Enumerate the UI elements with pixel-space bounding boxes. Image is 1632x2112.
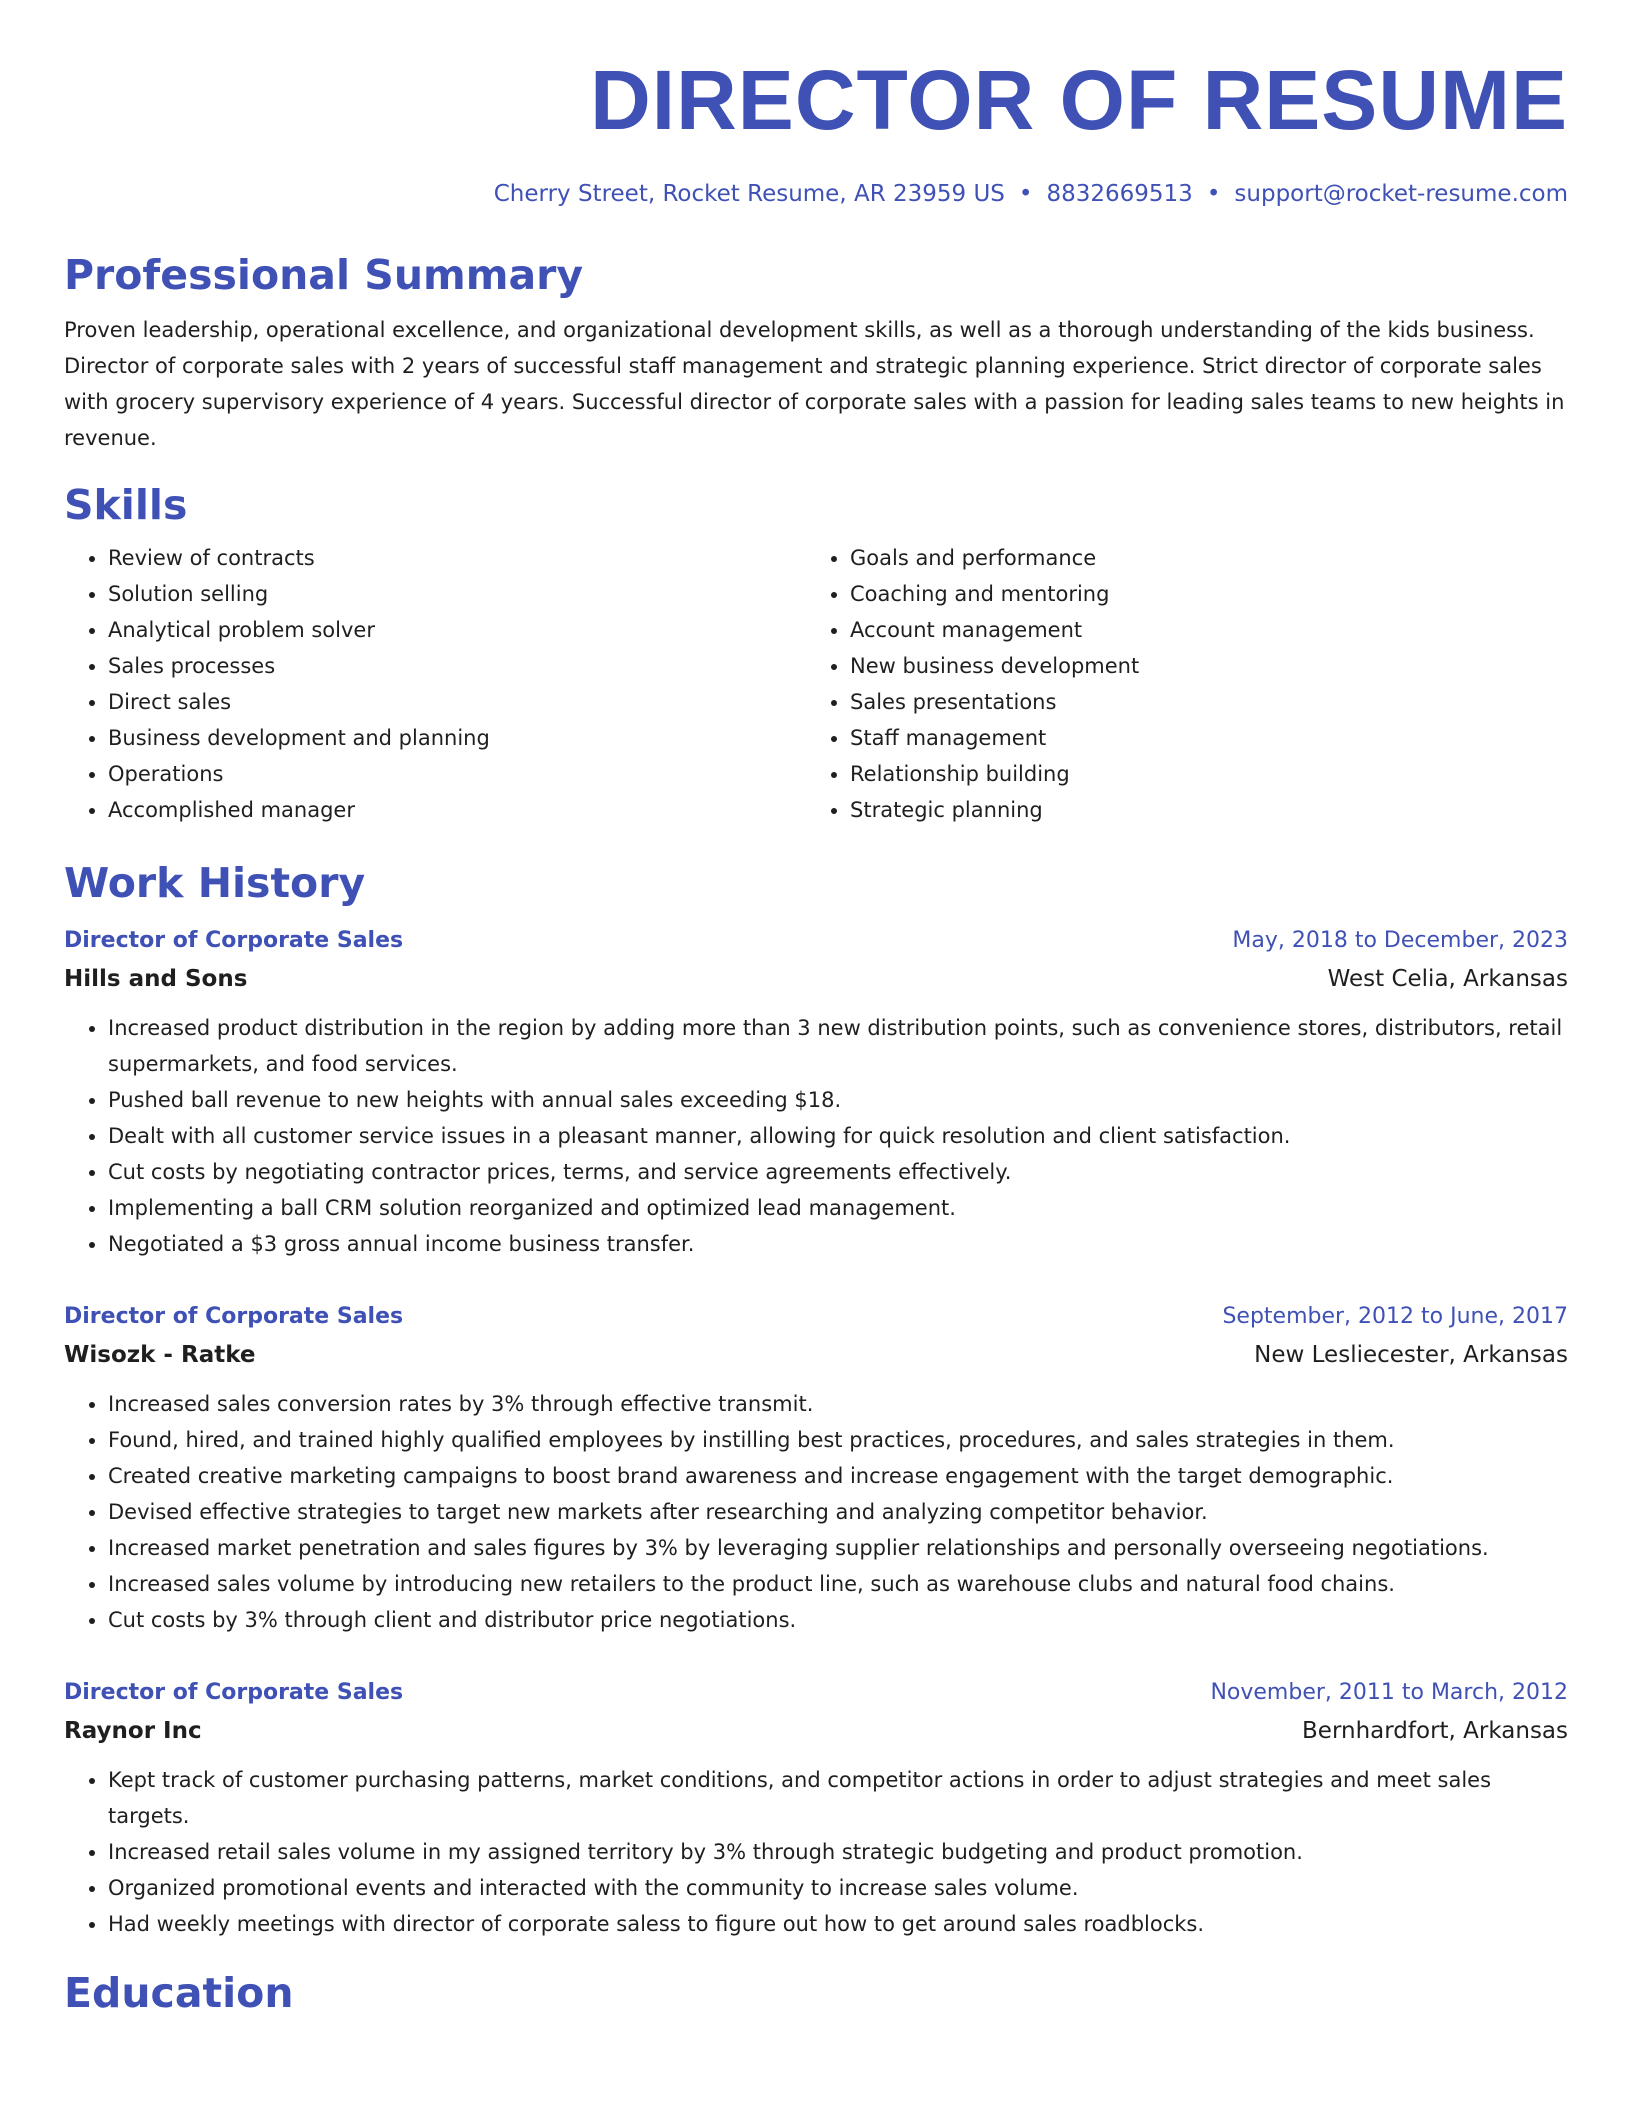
job-bullet: • Found, hired, and trained highly qualified employees by instilling best practices, procedures, and sales strategies in them. [108, 1422, 1568, 1458]
resume-header [64, 52, 1568, 210]
job-header-row [64, 1674, 1568, 1712]
summary-heading: Professional Summary [64, 251, 584, 299]
skill-item: • Business development and planning [108, 720, 806, 756]
job-employer-row [64, 960, 1568, 998]
contact-phone: 8832669513 [1046, 181, 1193, 207]
job-bullets [64, 1762, 1568, 1942]
job-dates: May, 2018 to December, 2023 [1232, 928, 1568, 953]
job-entry [64, 922, 1568, 1262]
skill-item: • Staff management [850, 720, 1548, 756]
job-bullet: • Implementing a ball CRM solution reorganized and optimized lead management. [108, 1190, 1568, 1226]
job-title: Director of Corporate Sales [64, 1680, 404, 1705]
skill-item: • Operations [108, 756, 806, 792]
job-location: Bernhardfort, Arkansas [1302, 1718, 1568, 1744]
job-employer: Raynor Inc [64, 1718, 202, 1744]
skill-item: • Strategic planning [850, 792, 1548, 828]
candidate-name: DIRECTOR OF RESUME [590, 53, 1568, 147]
skills-heading: Skills [64, 481, 188, 529]
job-title: Director of Corporate Sales [64, 1304, 404, 1329]
job-bullets [64, 1010, 1568, 1262]
job-header-row [64, 922, 1568, 960]
skill-item: • Relationship building [850, 756, 1548, 792]
skill-item: • Solution selling [108, 576, 806, 612]
work-history-heading: Work History [64, 859, 366, 907]
job-location: West Celia, Arkansas [1327, 966, 1568, 992]
skill-item: • Goals and performance [850, 540, 1548, 576]
job-bullet: • Created creative marketing campaigns to boost brand awareness and increase engagement with the target demographic. [108, 1458, 1568, 1494]
job-employer: Wisozk - Ratke [64, 1342, 256, 1368]
skill-item: • Sales processes [108, 648, 806, 684]
job-bullet: • Increased retail sales volume in my assigned territory by 3% through strategic budgeting and product promotion. [108, 1834, 1568, 1870]
job-bullet: • Increased market penetration and sales figures by 3% by leveraging supplier relationships and personally overseeing negotiations. [108, 1530, 1568, 1566]
job-bullet: • Negotiated a $3 gross annual income business transfer. [108, 1226, 1568, 1262]
job-bullet: • Pushed ball revenue to new heights with annual sales exceeding $18. [108, 1082, 1568, 1118]
job-bullet: • Organized promotional events and interacted with the community to increase sales volume. [108, 1870, 1568, 1906]
job-dates: November, 2011 to March, 2012 [1210, 1680, 1568, 1705]
skill-item: • Accomplished manager [108, 792, 806, 828]
skill-item: • Review of contracts [108, 540, 806, 576]
job-employer-row [64, 1336, 1568, 1374]
job-bullets [64, 1386, 1568, 1638]
job-bullet: • Kept track of customer purchasing patterns, market conditions, and competitor actions in order to adjust strategies and meet sales targets. [108, 1762, 1568, 1834]
job-bullet: • Increased sales volume by introducing new retailers to the product line, such as warehouse clubs and natural food chains. [108, 1566, 1568, 1602]
job-bullet: • Cut costs by negotiating contractor prices, terms, and service agreements effectively. [108, 1154, 1568, 1190]
skill-item: • Analytical problem solver [108, 612, 806, 648]
job-header-row [64, 1298, 1568, 1336]
job-location: New Lesliecester, Arkansas [1254, 1342, 1568, 1368]
skill-item: • Coaching and mentoring [850, 576, 1548, 612]
job-entry [64, 1674, 1568, 1942]
skills-list-right [806, 540, 1548, 828]
contact-line [64, 178, 1568, 210]
job-employer: Hills and Sons [64, 966, 248, 992]
skill-item: • Sales presentations [850, 684, 1548, 720]
job-bullet: • Increased sales conversion rates by 3% through effective transmit. [108, 1386, 1568, 1422]
skill-item: • Direct sales [108, 684, 806, 720]
job-entry [64, 1298, 1568, 1638]
job-bullet: • Increased product distribution in the region by adding more than 3 new distribution points, such as convenience stores, distributors, retail supermarkets, and food services. [108, 1010, 1568, 1082]
skills-list-left [64, 540, 806, 828]
job-employer-row [64, 1712, 1568, 1750]
job-bullet: • Cut costs by 3% through client and distributor price negotiations. [108, 1602, 1568, 1638]
contact-address: Cherry Street, Rocket Resume, AR 23959 US [493, 181, 1005, 207]
skills-columns [64, 540, 1568, 828]
job-bullet: • Devised effective strategies to target new markets after researching and analyzing competitor behavior. [108, 1494, 1568, 1530]
job-dates: September, 2012 to June, 2017 [1222, 1304, 1568, 1329]
job-bullet: • Had weekly meetings with director of corporate saless to figure out how to get around sales roadblocks. [108, 1906, 1568, 1942]
job-bullet: • Dealt with all customer service issues in a pleasant manner, allowing for quick resolution and client satisfaction. [108, 1118, 1568, 1154]
education-heading: Education [64, 1969, 294, 2017]
skill-item: • New business development [850, 648, 1548, 684]
job-title: Director of Corporate Sales [64, 928, 404, 953]
skill-item: • Account management [850, 612, 1548, 648]
contact-separator: • [1206, 181, 1221, 207]
summary-text: Proven leadership, operational excellence, and organizational development skills, as well as a thorough understanding of the kids business. Director of corporate sales with 2 years of successful staff management and strategic planning experience. Strict director of corporate sales with grocery supervisory experience of 4 years. Successful director of corporate sales with a passion for leading sales teams to new heights in revenue. [64, 318, 1565, 450]
contact-separator: • [1018, 181, 1033, 207]
contact-email: support@rocket-resume.com [1234, 181, 1568, 207]
